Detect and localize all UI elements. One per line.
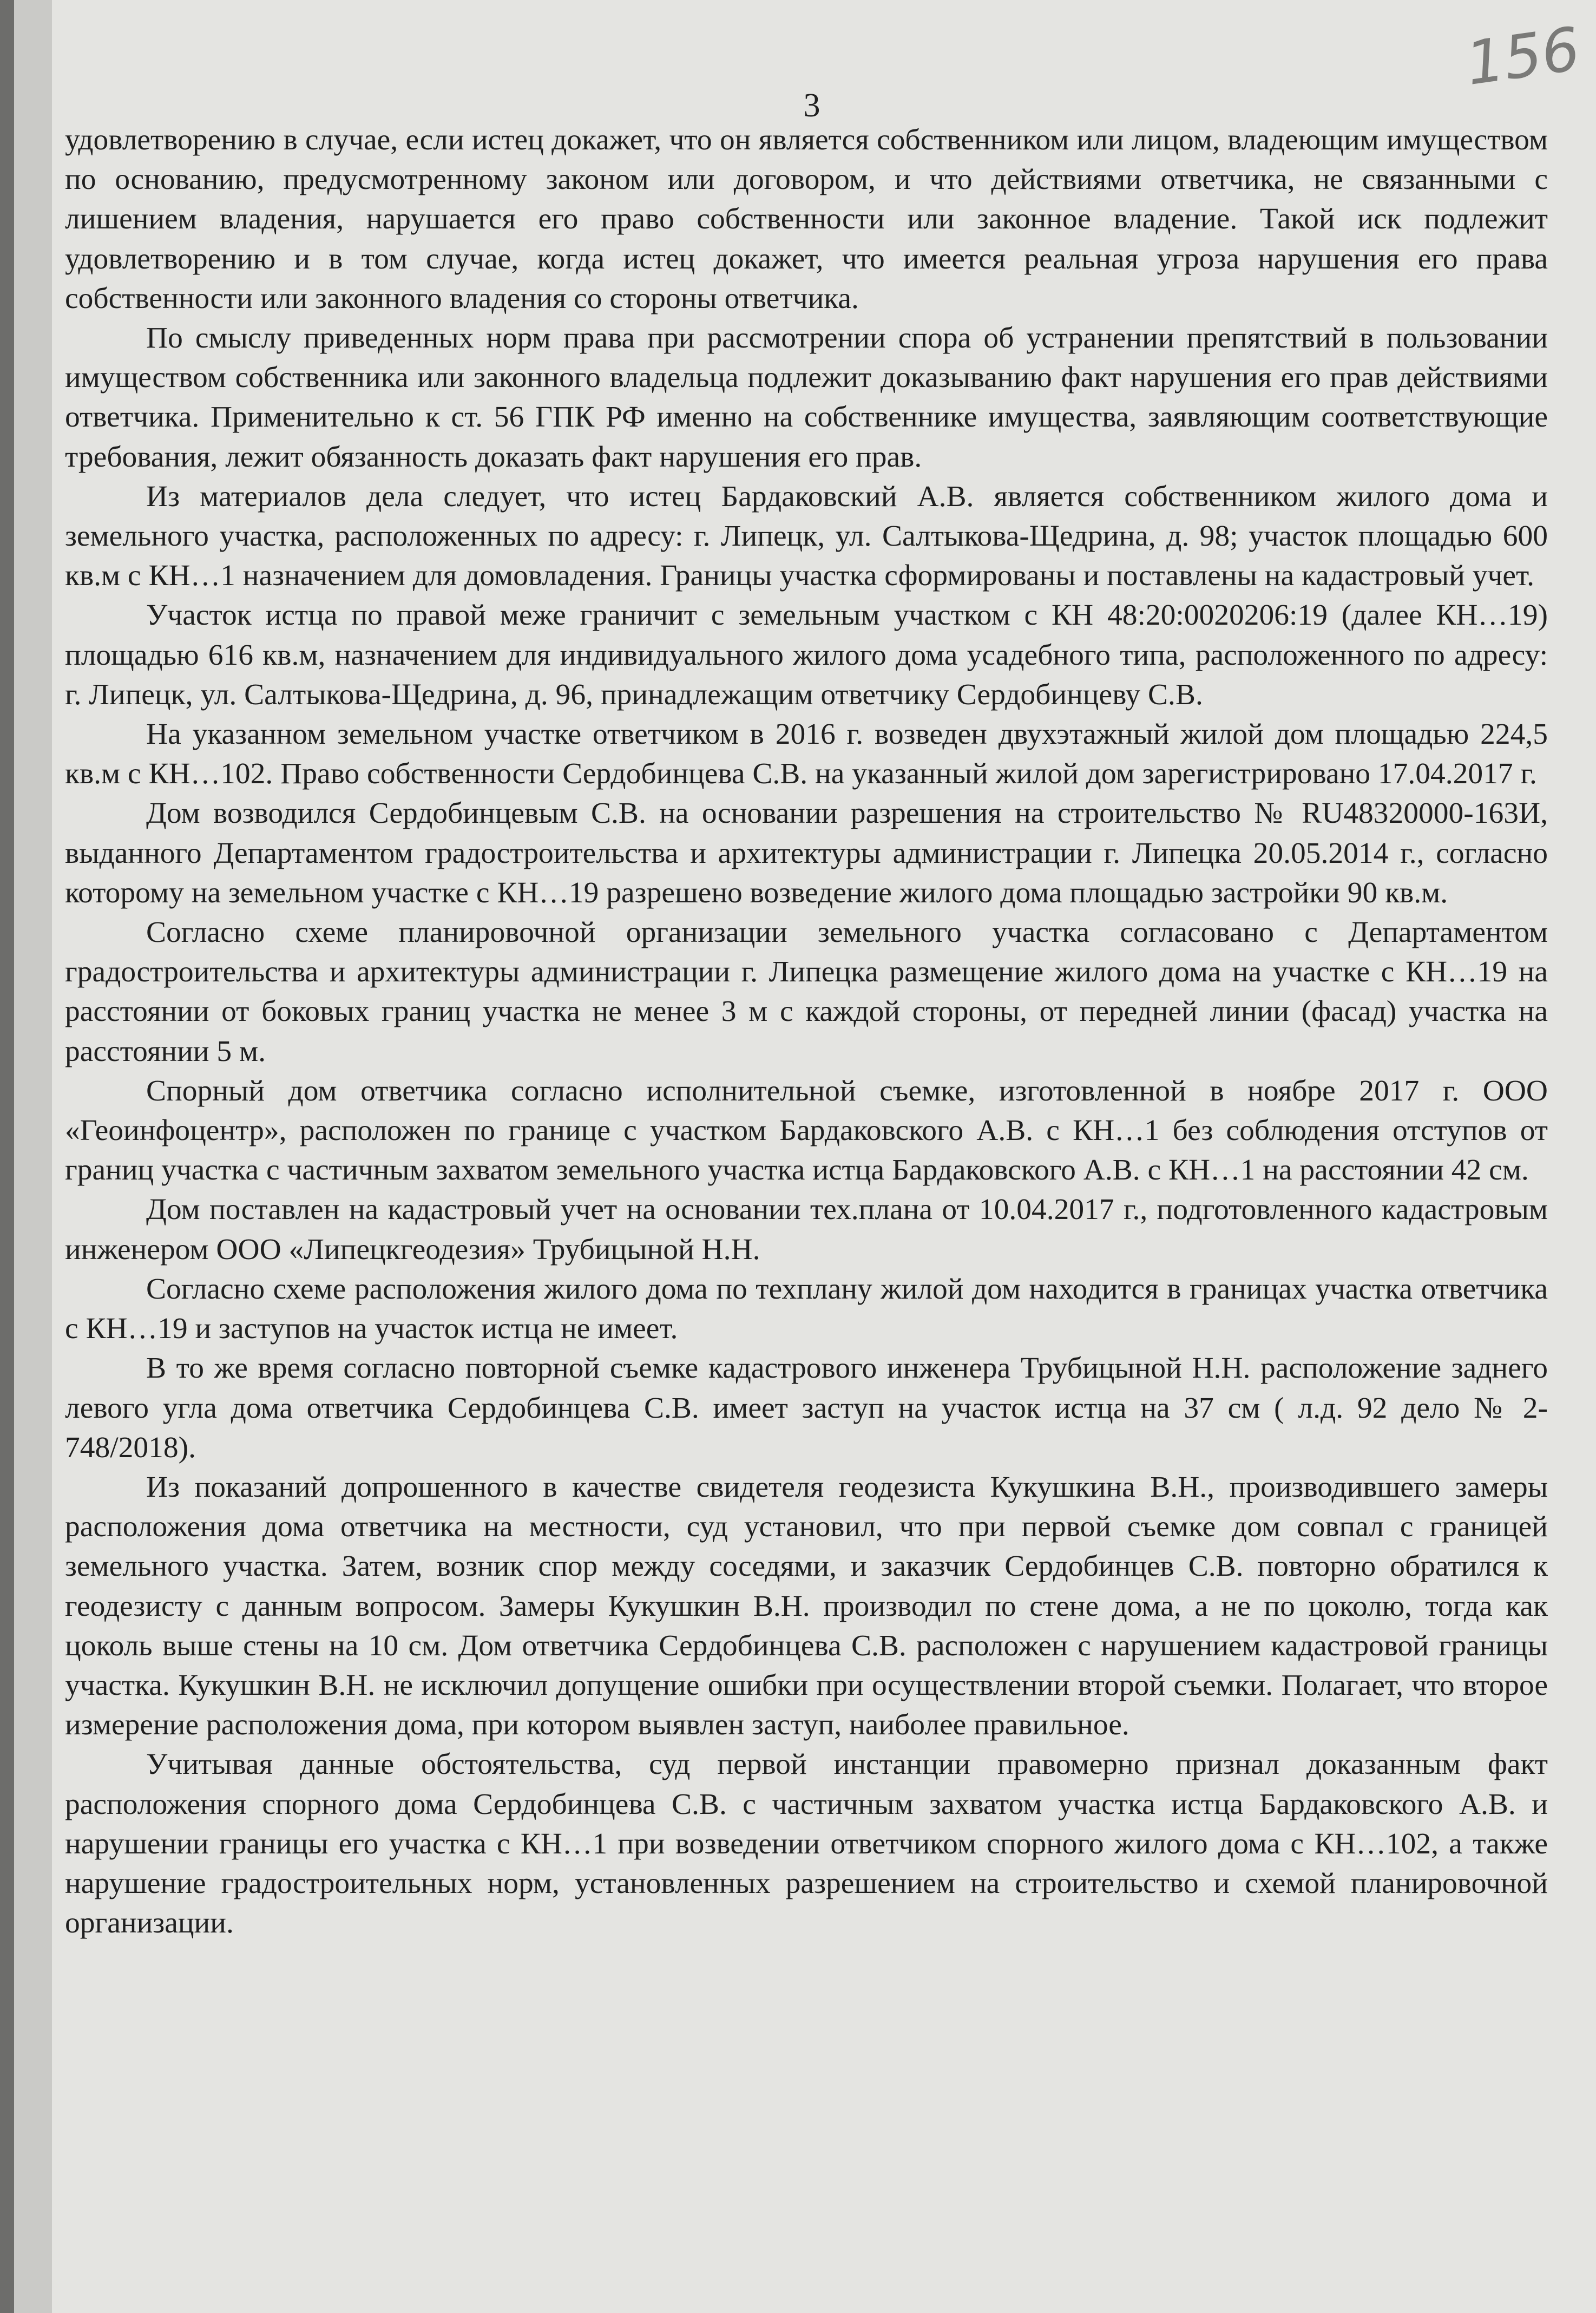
paragraph-9: Дом поставлен на кадастровый учет на основании тех.плана от 10.04.2017 г., подготовленного кадастровым инженером ООО «Липецкгеодезия» Трубицыной Н.Н. [65, 1193, 1548, 1266]
handwritten-page-mark: 156 [1462, 14, 1584, 99]
scan-edge [0, 0, 14, 2313]
paragraph-2: По смыслу приведенных норм права при рассмотрении спора об устранении препятствий в пользовании имуществом собственника или законного владельца подлежит доказыванию факт нарушения его прав действиями ответчика. Применительно к ст. 56 ГПК РФ именно на собственнике имущества, заявляющим соответствующие требования, лежит обязанность доказать факт нарушения его прав. [65, 322, 1548, 474]
paragraph-12: Из показаний допрошенного в качестве свидетеля геодезиста Кукушкина В.Н., производившего замеры расположения дома ответчика на местности, суд установил, что при первой съемке дом совпал с границей земельного участка. Затем, возник спор между соседями, и заказчик Сердобинцев С.В. повторно обратился к геодезисту с данным вопросом. Замеры Кукушкин В.Н. производил по стене дома, а не по цоколю, тогда как цоколь выше стены на 10 см. Дом ответчика Сердобинцева С.В. расположен с нарушением кадастровой границы участка. Кукушкин В.Н. не исключил допущение ошибки при осуществлении второй съемки. Полагает, что второе измерение расположения дома, при котором выявлен заступ, наиболее правильное. [65, 1470, 1548, 1742]
paragraph-6: Дом возводился Сердобинцевым С.В. на основании разрешения на строительство № RU48320000-163И, выданного Департаментом градостроительства и архитектуры администрации г. Липецка 20.05.2014 г., согласно которому на земельном участке с КН…19 разрешено возведение жилого дома площадью застройки 90 кв.м. [65, 797, 1548, 909]
paragraph-11: В то же время согласно повторной съемке кадастрового инженера Трубицыной Н.Н. расположение заднего левого угла дома ответчика Сердобинцева С.В. имеет заступ на участок истца на 37 см ( л.д. 92 дело № 2-748/2018). [65, 1352, 1548, 1464]
paragraph-10: Согласно схеме расположения жилого дома по техплану жилой дом находится в границах участка ответчика с КН…19 и заступов на участок истца не имеет. [65, 1272, 1548, 1346]
page-number: 3 [803, 87, 820, 124]
paragraph-7: Согласно схеме планировочной организации земельного участка согласовано с Департаментом градостроительства и архитектуры администрации г. Липецка размещение жилого дома на участке с КН…19 на расстоянии от боковых границ участка не менее 3 м с каждой стороны, от передней линии (фасад) участка на расстоянии 5 м. [65, 916, 1548, 1068]
paragraph-5: На указанном земельном участке ответчиком в 2016 г. возведен двухэтажный жилой дом площадью 224,5 кв.м с КН…102. Право собственности Сердобинцева С.В. на указанный жилой дом зарегистрировано 17.04.2017 г. [65, 718, 1548, 791]
paragraph-13: Учитывая данные обстоятельства, суд первой инстанции правомерно признал доказанным факт расположения спорного дома Сердобинцева С.В. с частичным захватом участка истца Бардаковского А.В. и нарушении границы его участка с КН…1 при возведении ответчиком спорного жилого дома с КН…102, а также нарушение градостроительных норм, установленных разрешением на строительство и схемой планировочной организации. [65, 1748, 1548, 1940]
paragraph-3: Из материалов дела следует, что истец Бардаковский А.В. является собственником жилого дома и земельного участка, расположенных по адресу: г. Липецк, ул. Салтыкова-Щедрина, д. 98; участок площадью 600 кв.м с КН…1 назначением для домовладения. Границы участка сформированы и поставлены на кадастровый учет. [65, 480, 1548, 593]
paragraph-1: удовлетворению в случае, если истец докажет, что он является собственником или лицом, владеющим имуществом по основанию, предусмотренному законом или договором, и что действиями ответчика, не связанными с лишением владения, нарушается его право собственности или законное владение. Такой иск подлежит удовлетворению и в том случае, когда истец докажет, что имеется реальная угроза нарушения его права собственности или законного владения со стороны ответчика. [65, 123, 1548, 315]
scan-shadow [14, 0, 52, 2313]
paragraph-4: Участок истца по правой меже граничит с земельным участком с КН 48:20:0020206:19 (далее КН…19) площадью 616 кв.м, назначением для индивидуального жилого дома усадебного типа, расположенного по адресу: г. Липецк, ул. Салтыкова-Щедрина, д. 96, принадлежащим ответчику Сердобинцеву С.В. [65, 599, 1548, 711]
paragraph-8: Спорный дом ответчика согласно исполнительной съемке, изготовленной в ноябре 2017 г. ООО «Геоинфоцентр», расположен по границе с участком Бардаковского А.В. с КН…1 без соблюдения отступов от границ участка с частичным захватом земельного участка истца Бардаковского А.В. с КН…1 на расстоянии 42 см. [65, 1074, 1548, 1187]
document-body [65, 120, 1548, 1943]
